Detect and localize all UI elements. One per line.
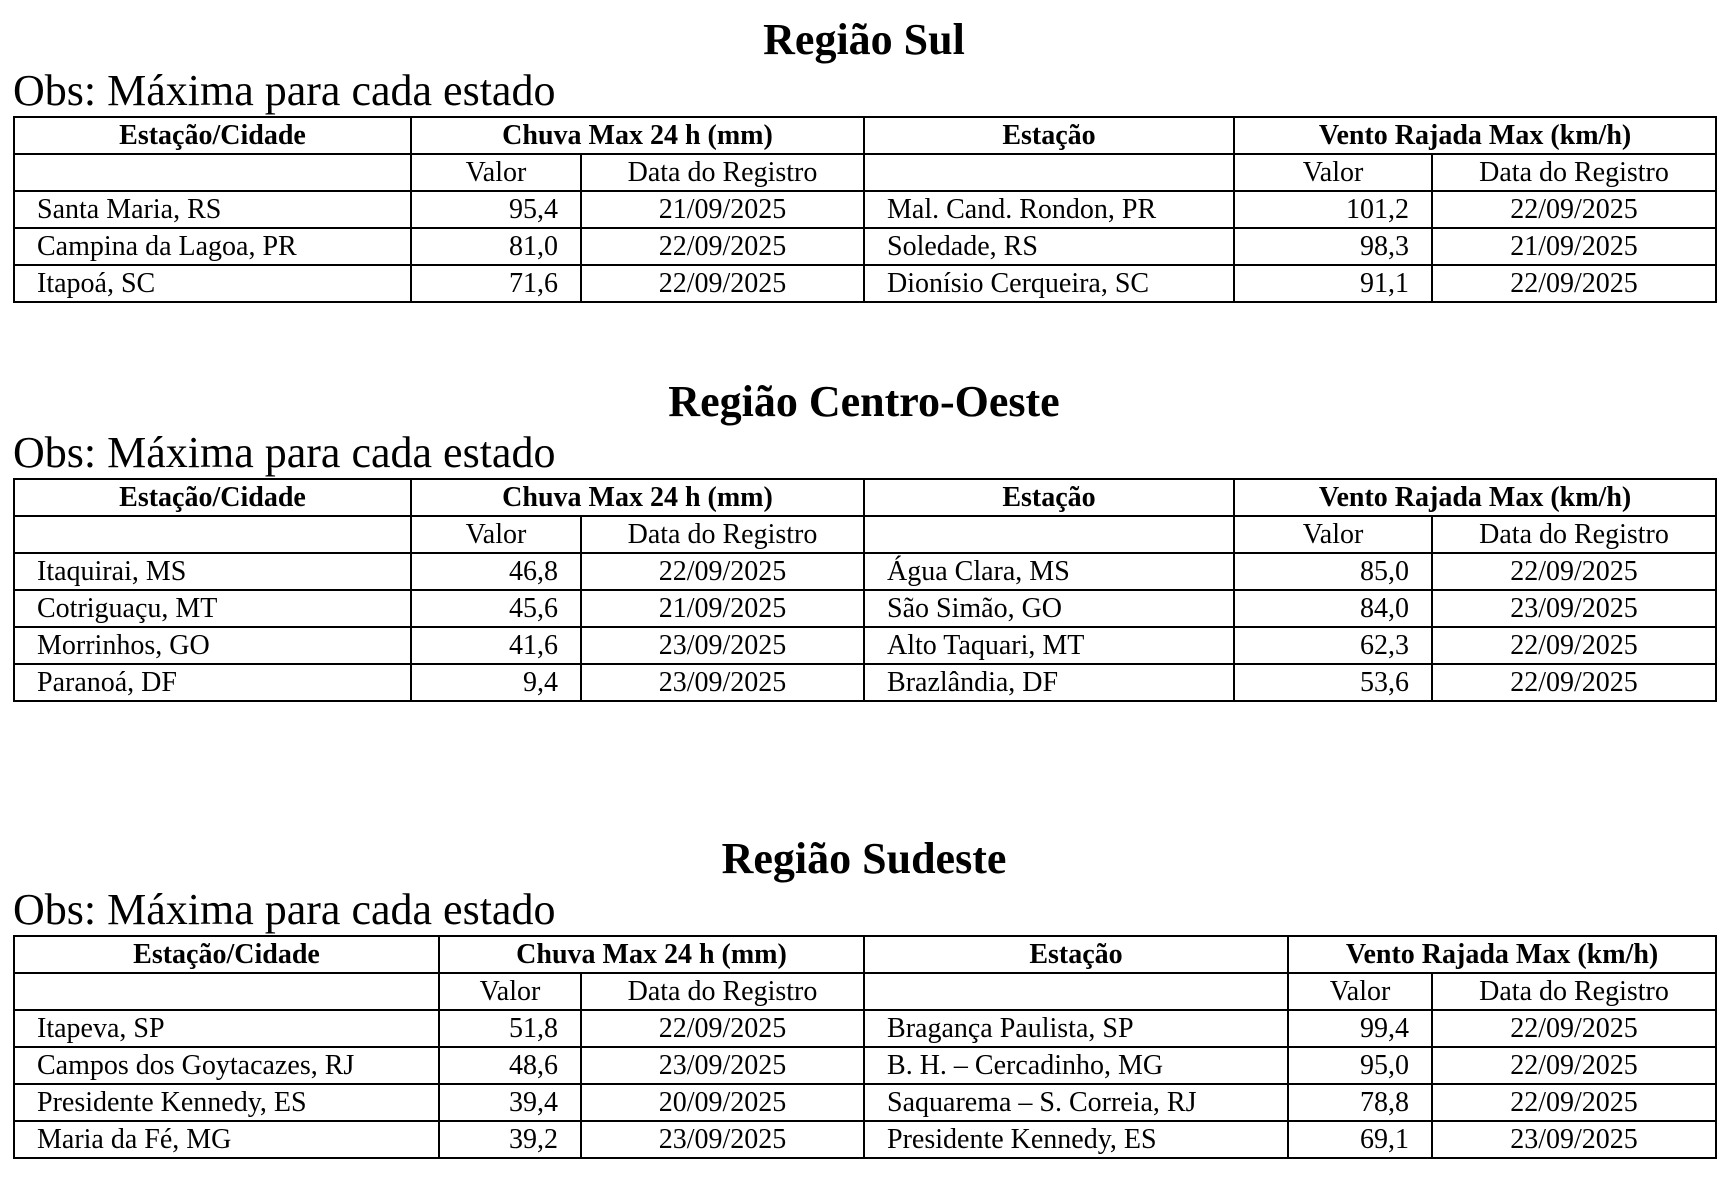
rain-value: 9,4 — [411, 664, 581, 701]
table-row — [14, 553, 1716, 590]
subheader-wind-date: Data do Registro — [1432, 154, 1716, 191]
table-row — [14, 1121, 1716, 1158]
wind-date: 23/09/2025 — [1432, 1121, 1716, 1158]
subheader-empty — [864, 973, 1288, 1010]
rain-date: 21/09/2025 — [581, 191, 864, 228]
header-wind: Vento Rajada Max (km/h) — [1234, 117, 1716, 154]
subheader-wind-value: Valor — [1234, 154, 1432, 191]
rain-value: 95,4 — [411, 191, 581, 228]
subheader-wind-date: Data do Registro — [1432, 973, 1716, 1010]
wind-value: 85,0 — [1234, 553, 1432, 590]
table-row — [14, 191, 1716, 228]
wind-value: 84,0 — [1234, 590, 1432, 627]
rain-station: Campina da Lagoa, PR — [14, 228, 411, 265]
wind-station: Alto Taquari, MT — [864, 627, 1234, 664]
header-rain: Chuva Max 24 h (mm) — [411, 117, 864, 154]
rain-value: 51,8 — [439, 1010, 581, 1047]
wind-station: B. H. – Cercadinho, MG — [864, 1047, 1288, 1084]
wind-date: 22/09/2025 — [1432, 553, 1716, 590]
table-row — [14, 1084, 1716, 1121]
rain-value: 71,6 — [411, 265, 581, 302]
header-row — [14, 479, 1716, 516]
subheader-wind-value: Valor — [1288, 973, 1432, 1010]
rain-value: 39,2 — [439, 1121, 581, 1158]
rain-value: 48,6 — [439, 1047, 581, 1084]
subheader-rain-date: Data do Registro — [581, 973, 864, 1010]
rain-date: 23/09/2025 — [581, 1047, 864, 1084]
rain-station: Santa Maria, RS — [14, 191, 411, 228]
header-wind: Vento Rajada Max (km/h) — [1234, 479, 1716, 516]
rain-value: 81,0 — [411, 228, 581, 265]
subheader-empty — [864, 516, 1234, 553]
subheader-empty — [14, 516, 411, 553]
table-row — [14, 627, 1716, 664]
subheader-empty — [14, 973, 439, 1010]
wind-station: Brazlândia, DF — [864, 664, 1234, 701]
region-table — [13, 116, 1717, 303]
rain-station: Cotriguaçu, MT — [14, 590, 411, 627]
region-sudeste — [13, 833, 1715, 1159]
rain-station: Maria da Fé, MG — [14, 1121, 439, 1158]
region-obs: Obs: Máxima para cada estado — [13, 66, 556, 115]
wind-date: 22/09/2025 — [1432, 265, 1716, 302]
header-rain: Chuva Max 24 h (mm) — [411, 479, 864, 516]
rain-date: 21/09/2025 — [581, 590, 864, 627]
wind-value: 53,6 — [1234, 664, 1432, 701]
region-obs: Obs: Máxima para cada estado — [13, 428, 556, 477]
region-title: Região Centro-Oeste — [668, 377, 1060, 426]
rain-station: Itapoá, SC — [14, 265, 411, 302]
header-wind: Vento Rajada Max (km/h) — [1288, 936, 1716, 973]
wind-station: Dionísio Cerqueira, SC — [864, 265, 1234, 302]
rain-date: 22/09/2025 — [581, 553, 864, 590]
subheader-wind-date: Data do Registro — [1432, 516, 1716, 553]
table-row — [14, 228, 1716, 265]
wind-value: 101,2 — [1234, 191, 1432, 228]
region-obs: Obs: Máxima para cada estado — [13, 885, 556, 934]
region-centro-oeste — [13, 376, 1715, 702]
rain-date: 23/09/2025 — [581, 664, 864, 701]
wind-value: 78,8 — [1288, 1084, 1432, 1121]
subheader-row — [14, 154, 1716, 191]
subheader-rain-value: Valor — [411, 516, 581, 553]
wind-date: 22/09/2025 — [1432, 664, 1716, 701]
rain-value: 46,8 — [411, 553, 581, 590]
rain-station: Morrinhos, GO — [14, 627, 411, 664]
wind-value: 62,3 — [1234, 627, 1432, 664]
region-table — [13, 478, 1717, 702]
rain-station: Itaquirai, MS — [14, 553, 411, 590]
table-row — [14, 1010, 1716, 1047]
rain-value: 39,4 — [439, 1084, 581, 1121]
wind-station: Soledade, RS — [864, 228, 1234, 265]
wind-value: 99,4 — [1288, 1010, 1432, 1047]
subheader-empty — [864, 154, 1234, 191]
wind-date: 22/09/2025 — [1432, 1010, 1716, 1047]
header-row — [14, 117, 1716, 154]
region-sul — [13, 14, 1715, 303]
rain-date: 22/09/2025 — [581, 228, 864, 265]
subheader-row — [14, 516, 1716, 553]
region-table — [13, 935, 1717, 1159]
subheader-rain-value: Valor — [439, 973, 581, 1010]
wind-station: Saquarema – S. Correia, RJ — [864, 1084, 1288, 1121]
header-station: Estação — [864, 479, 1234, 516]
wind-station: São Simão, GO — [864, 590, 1234, 627]
table-row — [14, 664, 1716, 701]
header-rain: Chuva Max 24 h (mm) — [439, 936, 864, 973]
header-station-city: Estação/Cidade — [14, 479, 411, 516]
wind-value: 69,1 — [1288, 1121, 1432, 1158]
header-station: Estação — [864, 117, 1234, 154]
wind-station: Presidente Kennedy, ES — [864, 1121, 1288, 1158]
wind-date: 23/09/2025 — [1432, 590, 1716, 627]
header-station: Estação — [864, 936, 1288, 973]
header-station-city: Estação/Cidade — [14, 117, 411, 154]
rain-station: Campos dos Goytacazes, RJ — [14, 1047, 439, 1084]
wind-date: 22/09/2025 — [1432, 1047, 1716, 1084]
table-row — [14, 1047, 1716, 1084]
subheader-empty — [14, 154, 411, 191]
wind-date: 22/09/2025 — [1432, 1084, 1716, 1121]
rain-station: Presidente Kennedy, ES — [14, 1084, 439, 1121]
wind-date: 22/09/2025 — [1432, 191, 1716, 228]
wind-date: 21/09/2025 — [1432, 228, 1716, 265]
region-title: Região Sudeste — [721, 834, 1007, 883]
rain-date: 20/09/2025 — [581, 1084, 864, 1121]
wind-station: Água Clara, MS — [864, 553, 1234, 590]
wind-station: Mal. Cand. Rondon, PR — [864, 191, 1234, 228]
rain-value: 45,6 — [411, 590, 581, 627]
subheader-wind-value: Valor — [1234, 516, 1432, 553]
wind-station: Bragança Paulista, SP — [864, 1010, 1288, 1047]
rain-value: 41,6 — [411, 627, 581, 664]
rain-date: 23/09/2025 — [581, 627, 864, 664]
table-row — [14, 590, 1716, 627]
rain-date: 23/09/2025 — [581, 1121, 864, 1158]
wind-value: 95,0 — [1288, 1047, 1432, 1084]
rain-station: Paranoá, DF — [14, 664, 411, 701]
rain-station: Itapeva, SP — [14, 1010, 439, 1047]
region-title: Região Sul — [763, 15, 965, 64]
wind-value: 98,3 — [1234, 228, 1432, 265]
rain-date: 22/09/2025 — [581, 265, 864, 302]
subheader-rain-value: Valor — [411, 154, 581, 191]
rain-date: 22/09/2025 — [581, 1010, 864, 1047]
wind-value: 91,1 — [1234, 265, 1432, 302]
subheader-rain-date: Data do Registro — [581, 154, 864, 191]
subheader-rain-date: Data do Registro — [581, 516, 864, 553]
header-row — [14, 936, 1716, 973]
subheader-row — [14, 973, 1716, 1010]
table-row — [14, 265, 1716, 302]
wind-date: 22/09/2025 — [1432, 627, 1716, 664]
header-station-city: Estação/Cidade — [14, 936, 439, 973]
